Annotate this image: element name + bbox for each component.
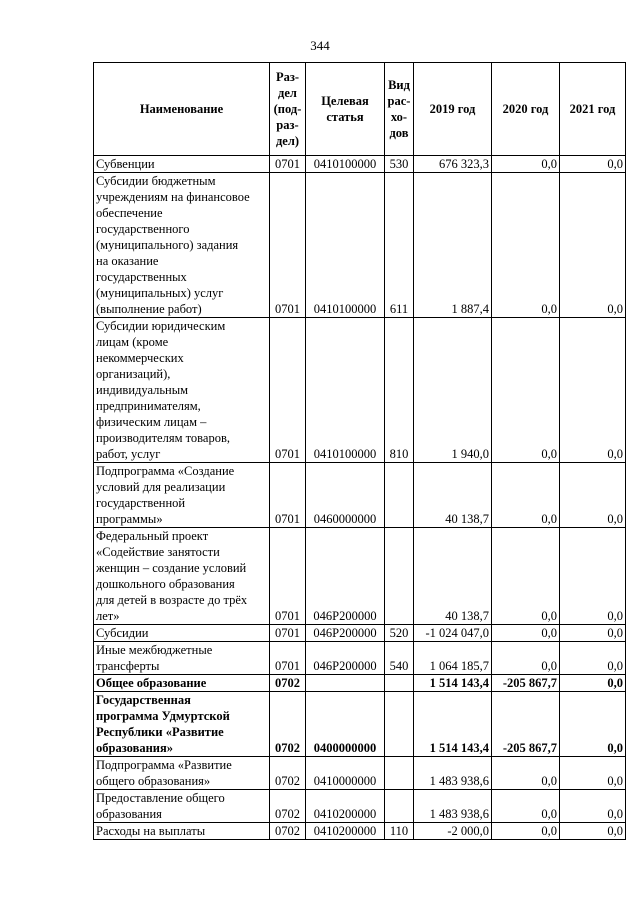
row-name: Иные межбюджетные трансферты xyxy=(94,642,270,675)
row-target: 0410000000 xyxy=(306,757,385,790)
row-name: Субвенции xyxy=(94,156,270,173)
row-expense: 810 xyxy=(385,318,414,463)
row-section: 0702 xyxy=(270,757,306,790)
row-target: 046P200000 xyxy=(306,528,385,625)
row-section: 0702 xyxy=(270,790,306,823)
row-expense xyxy=(385,790,414,823)
row-target: 0460000000 xyxy=(306,463,385,528)
row-expense: 530 xyxy=(385,156,414,173)
row-section: 0702 xyxy=(270,823,306,840)
row-2020: 0,0 xyxy=(492,757,560,790)
row-2020: -205 867,7 xyxy=(492,675,560,692)
row-2019: 40 138,7 xyxy=(414,463,492,528)
row-2021: 0,0 xyxy=(560,463,626,528)
table-row xyxy=(94,790,626,823)
row-expense xyxy=(385,675,414,692)
row-2021: 0,0 xyxy=(560,675,626,692)
row-expense: 540 xyxy=(385,642,414,675)
table-row xyxy=(94,692,626,757)
header-name: Наименование xyxy=(94,63,270,156)
header-2020: 2020 год xyxy=(492,63,560,156)
row-section: 0701 xyxy=(270,642,306,675)
table-row xyxy=(94,156,626,173)
row-2020: 0,0 xyxy=(492,156,560,173)
row-2021: 0,0 xyxy=(560,757,626,790)
table-row xyxy=(94,318,626,463)
row-expense: 110 xyxy=(385,823,414,840)
row-2019: 1 064 185,7 xyxy=(414,642,492,675)
row-expense xyxy=(385,528,414,625)
row-section: 0701 xyxy=(270,318,306,463)
row-2019: 1 940,0 xyxy=(414,318,492,463)
row-2019: 1 483 938,6 xyxy=(414,790,492,823)
table-row xyxy=(94,463,626,528)
row-2019: 1 514 143,4 xyxy=(414,692,492,757)
row-2021: 0,0 xyxy=(560,642,626,675)
row-2021: 0,0 xyxy=(560,790,626,823)
page-number: 344 xyxy=(310,38,330,53)
row-name: Расходы на выплаты xyxy=(94,823,270,840)
row-target: 046P200000 xyxy=(306,642,385,675)
row-2020: 0,0 xyxy=(492,823,560,840)
budget-table xyxy=(93,62,626,840)
row-section: 0701 xyxy=(270,528,306,625)
header-2021: 2021 год xyxy=(560,63,626,156)
table-row xyxy=(94,757,626,790)
row-target: 0400000000 xyxy=(306,692,385,757)
row-section: 0701 xyxy=(270,173,306,318)
row-section: 0702 xyxy=(270,675,306,692)
row-2019: -1 024 047,0 xyxy=(414,625,492,642)
row-expense: 611 xyxy=(385,173,414,318)
row-2020: 0,0 xyxy=(492,642,560,675)
row-2020: 0,0 xyxy=(492,790,560,823)
row-name: Субсидии xyxy=(94,625,270,642)
row-2021: 0,0 xyxy=(560,528,626,625)
row-name: Подпрограмма «Создание условий для реализации государственной программы» xyxy=(94,463,270,528)
table-row xyxy=(94,642,626,675)
table-row xyxy=(94,675,626,692)
row-expense xyxy=(385,692,414,757)
row-name: Субсидии бюджетным учреждениям на финансовое обеспечение государственного (муниципального) задания на оказание государственных (муниципальных) услуг (выполнение работ) xyxy=(94,173,270,318)
row-2021: 0,0 xyxy=(560,173,626,318)
row-target: 0410100000 xyxy=(306,156,385,173)
table-row xyxy=(94,173,626,318)
table-row xyxy=(94,823,626,840)
row-2021: 0,0 xyxy=(560,823,626,840)
row-2019: 1 887,4 xyxy=(414,173,492,318)
row-2019: 1 514 143,4 xyxy=(414,675,492,692)
row-2020: -205 867,7 xyxy=(492,692,560,757)
header-row xyxy=(94,63,626,156)
row-2021: 0,0 xyxy=(560,625,626,642)
row-section: 0702 xyxy=(270,692,306,757)
row-2019: -2 000,0 xyxy=(414,823,492,840)
row-2021: 0,0 xyxy=(560,692,626,757)
row-section: 0701 xyxy=(270,463,306,528)
row-2020: 0,0 xyxy=(492,528,560,625)
row-2020: 0,0 xyxy=(492,463,560,528)
header-2019: 2019 год xyxy=(414,63,492,156)
table-row xyxy=(94,625,626,642)
row-2020: 0,0 xyxy=(492,173,560,318)
row-target: 0410200000 xyxy=(306,823,385,840)
row-name: Общее образование xyxy=(94,675,270,692)
row-2021: 0,0 xyxy=(560,318,626,463)
row-name: Предоставление общего образования xyxy=(94,790,270,823)
row-name: Федеральный проект «Содействие занятости женщин – создание условий дошкольного образования для детей в возрасте до трёх лет» xyxy=(94,528,270,625)
header-section: Раз- дел (под- раз- дел) xyxy=(270,63,306,156)
header-expense: Вид рас- хо- дов xyxy=(385,63,414,156)
row-target: 0410100000 xyxy=(306,173,385,318)
row-target: 046P200000 xyxy=(306,625,385,642)
row-2019: 40 138,7 xyxy=(414,528,492,625)
row-target: 0410200000 xyxy=(306,790,385,823)
row-name: Подпрограмма «Развитие общего образования» xyxy=(94,757,270,790)
row-section: 0701 xyxy=(270,625,306,642)
row-name: Государственная программа Удмуртской Республики «Развитие образования» xyxy=(94,692,270,757)
row-target xyxy=(306,675,385,692)
row-2019: 676 323,3 xyxy=(414,156,492,173)
table-row xyxy=(94,528,626,625)
row-target: 0410100000 xyxy=(306,318,385,463)
row-expense xyxy=(385,757,414,790)
row-section: 0701 xyxy=(270,156,306,173)
row-2021: 0,0 xyxy=(560,156,626,173)
header-target: Целевая статья xyxy=(306,63,385,156)
row-2020: 0,0 xyxy=(492,625,560,642)
row-2019: 1 483 938,6 xyxy=(414,757,492,790)
row-expense xyxy=(385,463,414,528)
row-2020: 0,0 xyxy=(492,318,560,463)
row-name: Субсидии юридическим лицам (кроме некоммерческих организаций), индивидуальным предпринимателям, физическим лицам – производителям товаров, работ, услуг xyxy=(94,318,270,463)
row-expense: 520 xyxy=(385,625,414,642)
